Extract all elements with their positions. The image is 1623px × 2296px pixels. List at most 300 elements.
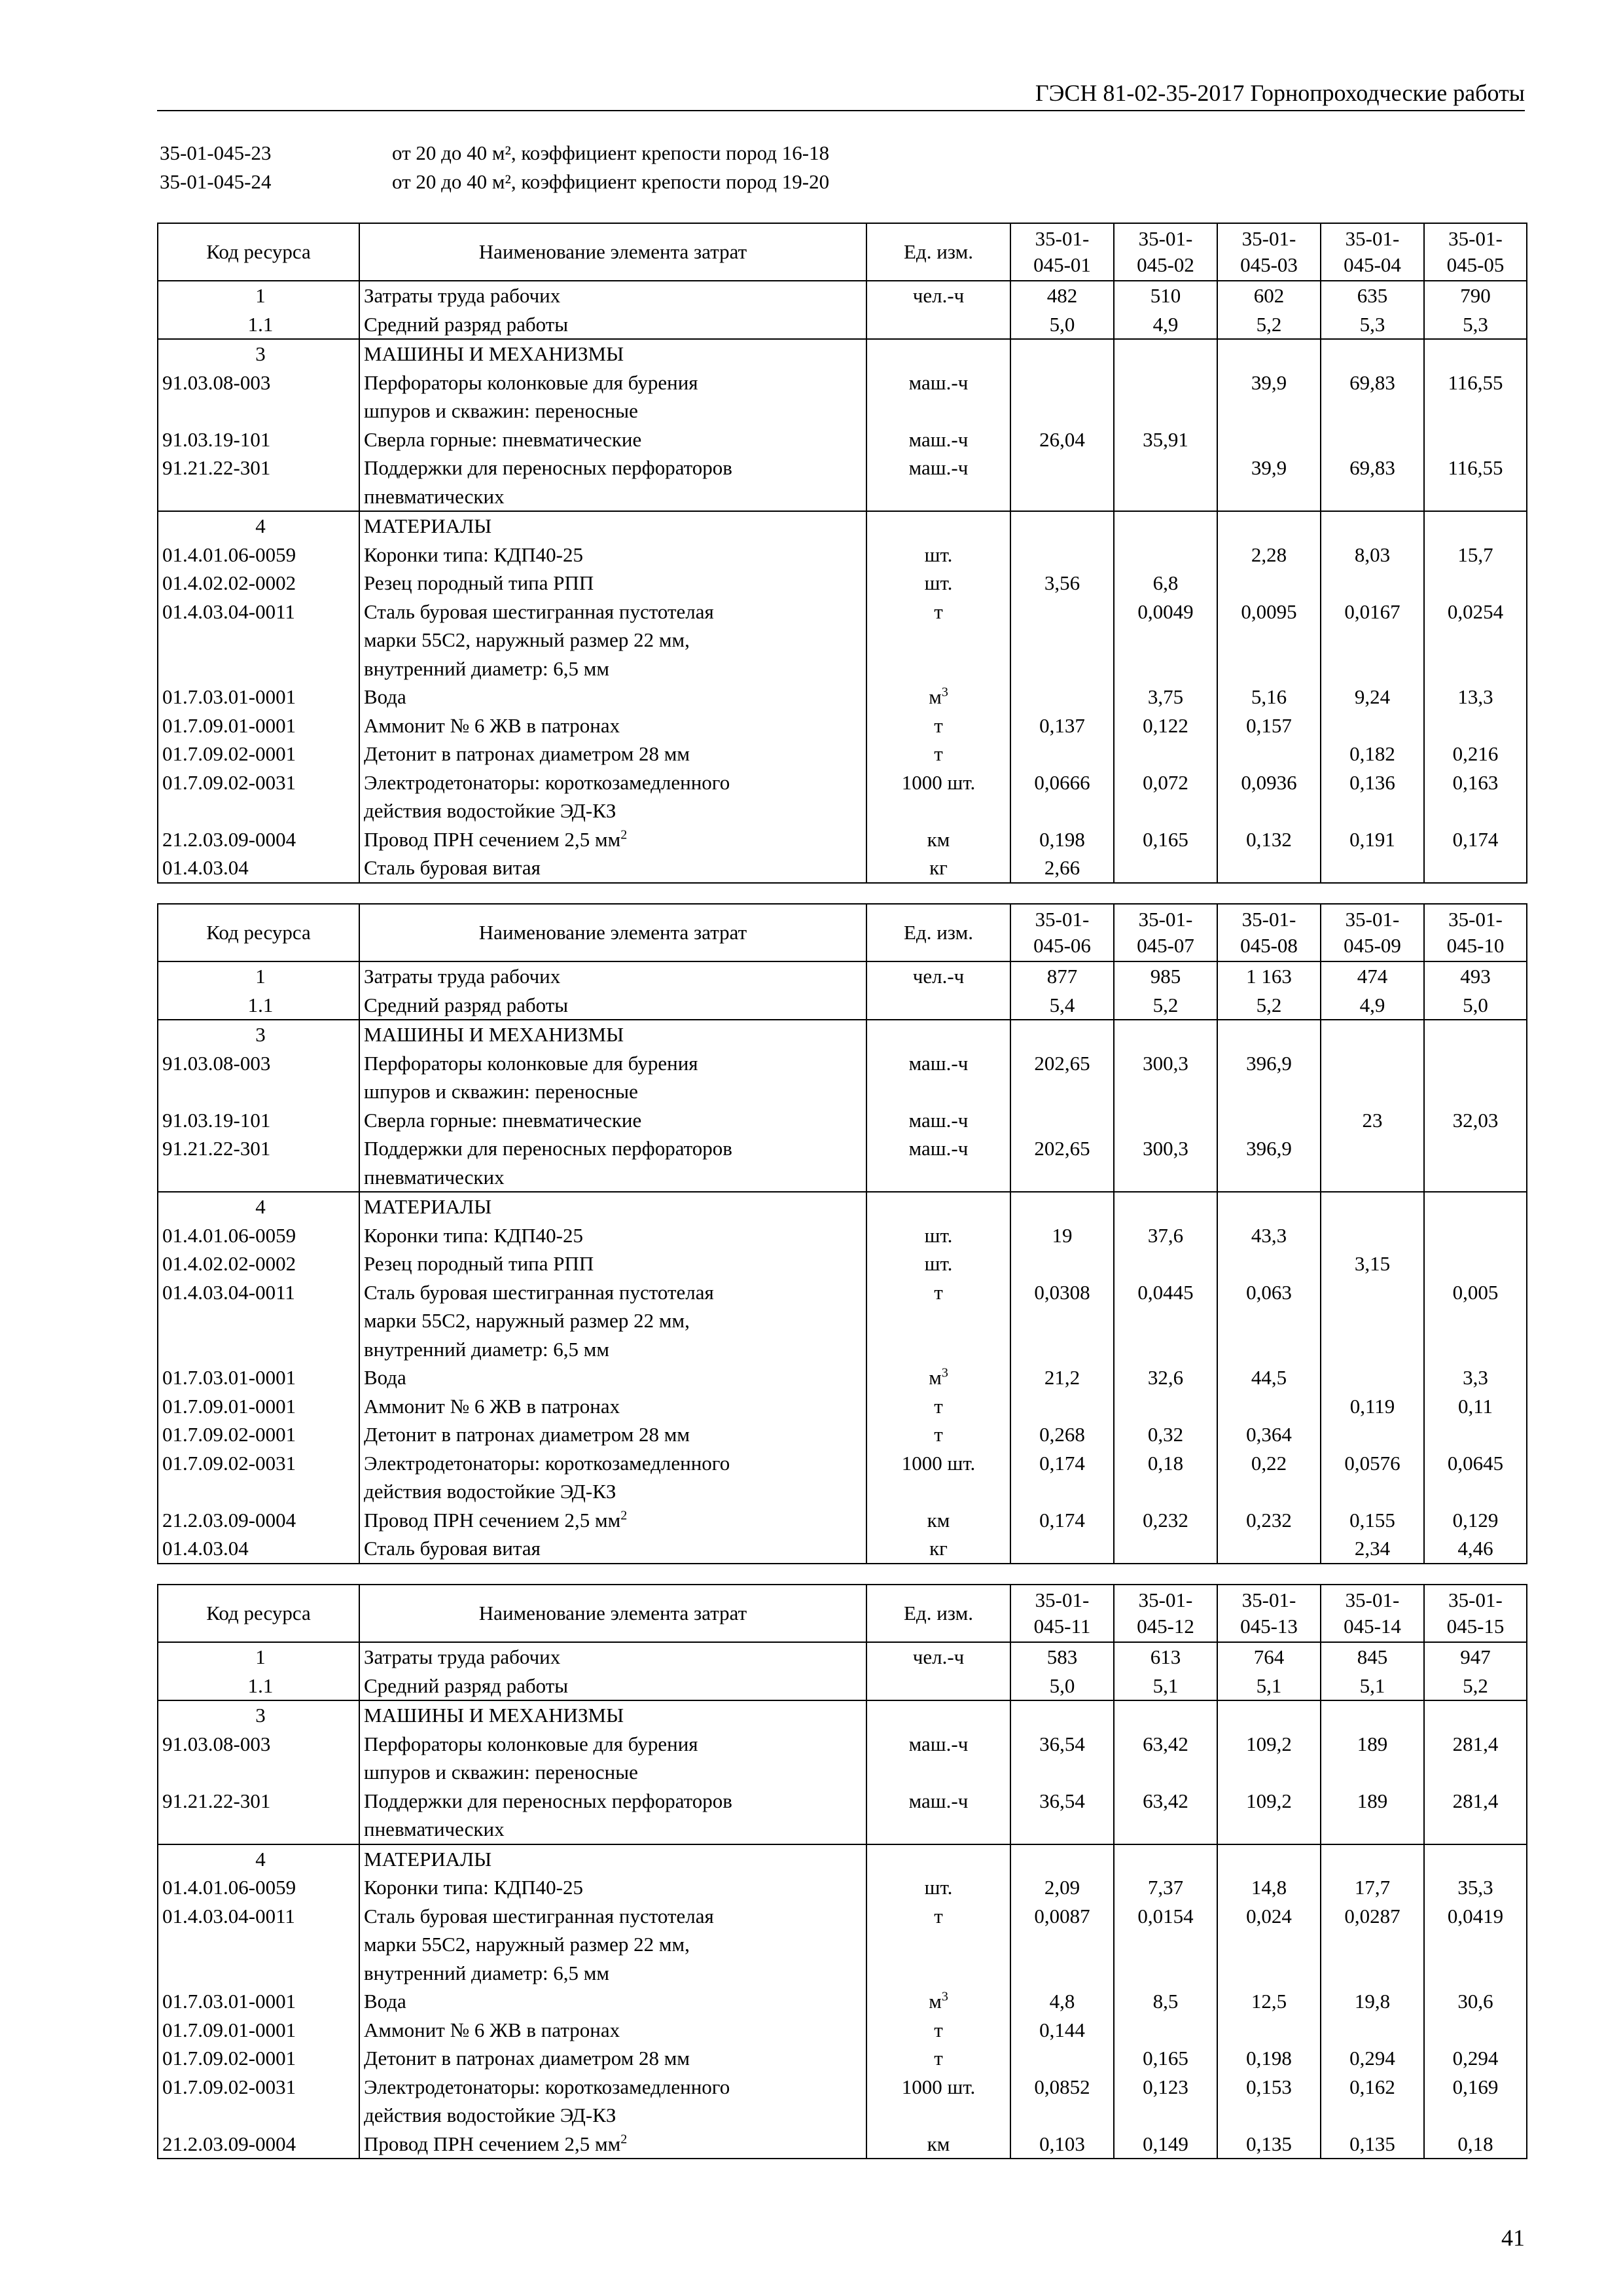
resource-value	[1010, 368, 1114, 425]
resource-value: 877	[1010, 961, 1114, 991]
table-row	[158, 768, 1527, 825]
resource-unit	[866, 339, 1010, 368]
resource-name: Затраты труда рабочих	[359, 281, 866, 310]
column-header-code: Код ресурса	[158, 223, 359, 281]
table-row	[158, 1134, 1527, 1192]
resource-value	[1217, 1249, 1321, 1278]
resource-code: 21.2.03.09-0004	[158, 1506, 359, 1535]
resource-unit: чел.-ч	[866, 1642, 1010, 1672]
resource-value: 15,7	[1424, 541, 1527, 569]
resource-value	[1321, 511, 1424, 541]
resource-unit: шт.	[866, 1873, 1010, 1902]
resource-unit	[866, 1672, 1010, 1701]
resource-value: 0,0645	[1424, 1449, 1527, 1506]
resource-value: 0,103	[1010, 2130, 1114, 2159]
resource-value: 0,294	[1424, 2044, 1527, 2073]
column-header-code: Код ресурса	[158, 1585, 359, 1642]
resource-unit: т	[866, 711, 1010, 740]
resource-code: 01.7.09.02-0001	[158, 740, 359, 768]
resource-code: 3	[158, 1020, 359, 1049]
resource-value: 0,0419	[1424, 1902, 1527, 1988]
table-row	[158, 1449, 1527, 1506]
resource-value: 947	[1424, 1642, 1527, 1672]
resource-value: 39,9	[1217, 454, 1321, 511]
resource-code: 01.4.01.06-0059	[158, 1221, 359, 1250]
resource-name: МАШИНЫ И МЕХАНИЗМЫ	[359, 1700, 866, 1730]
resource-code: 01.7.09.02-0031	[158, 768, 359, 825]
preamble-text: от 20 до 40 м², коэффициент крепости пород 16-18	[392, 141, 830, 164]
resource-value: 493	[1424, 961, 1527, 991]
resource-name: Поддержки для переносных перфораторов пневматических	[359, 1134, 866, 1192]
resource-value	[1114, 1020, 1217, 1049]
resource-unit: чел.-ч	[866, 281, 1010, 310]
resource-value: 5,16	[1217, 683, 1321, 711]
resource-name: Сталь буровая витая	[359, 1534, 866, 1564]
table-row	[158, 339, 1527, 368]
resource-name: Перфораторы колонковые для бурения шпуров и скважин: переносные	[359, 1730, 866, 1787]
resource-value	[1424, 1134, 1527, 1192]
resource-table-2	[157, 903, 1527, 1564]
resource-code: 01.4.03.04-0011	[158, 1278, 359, 1364]
resource-name: Электродетонаторы: короткозамедленного действия водостойкие ЭД-КЗ	[359, 2073, 866, 2130]
resource-value: 0,174	[1424, 825, 1527, 854]
resource-value: 0,174	[1010, 1449, 1114, 1506]
resource-value: 3,15	[1321, 1249, 1424, 1278]
resource-value	[1217, 1844, 1321, 1874]
resource-value: 281,4	[1424, 1730, 1527, 1787]
column-header-norm-code: 35-01- 045-04	[1321, 223, 1424, 281]
resource-value: 396,9	[1217, 1049, 1321, 1106]
resource-value	[1010, 1534, 1114, 1564]
resource-value: 9,24	[1321, 683, 1424, 711]
table-row	[158, 281, 1527, 310]
resource-value: 37,6	[1114, 1221, 1217, 1250]
resource-code: 01.4.03.04	[158, 853, 359, 883]
resource-unit: $м^3$	[866, 1363, 1010, 1392]
resource-value: 0,0087	[1010, 1902, 1114, 1988]
resource-code: 01.7.09.02-0031	[158, 2073, 359, 2130]
resource-name: Электродетонаторы: короткозамедленного действия водостойкие ЭД-КЗ	[359, 768, 866, 825]
resource-unit: $м^3$	[866, 683, 1010, 711]
resource-value	[1114, 2016, 1217, 2045]
resource-value	[1010, 1844, 1114, 1874]
resource-value	[1424, 1700, 1527, 1730]
resource-value: 7,37	[1114, 1873, 1217, 1902]
resource-value: 0,191	[1321, 825, 1424, 854]
resource-unit: т	[866, 1420, 1010, 1449]
resource-name: МАТЕРИАЛЫ	[359, 1844, 866, 1874]
table-row	[158, 310, 1527, 340]
resource-unit: т	[866, 1392, 1010, 1421]
resource-value	[1321, 1844, 1424, 1874]
resource-code: 91.03.19-101	[158, 1106, 359, 1135]
table-row	[158, 2044, 1527, 2073]
resource-unit: т	[866, 2016, 1010, 2045]
resource-value: 6,8	[1114, 569, 1217, 598]
resource-unit: т	[866, 1278, 1010, 1364]
table-row	[158, 1020, 1527, 1049]
column-header-norm-code: 35-01- 045-14	[1321, 1585, 1424, 1642]
table-row	[158, 825, 1527, 854]
resource-unit	[866, 1192, 1010, 1221]
resource-code: 3	[158, 339, 359, 368]
resource-value	[1321, 569, 1424, 598]
resource-value	[1321, 1420, 1424, 1449]
resource-value: 5,1	[1114, 1672, 1217, 1701]
resource-value	[1114, 1844, 1217, 1874]
resource-unit: т	[866, 740, 1010, 768]
resource-value	[1424, 425, 1527, 454]
preamble-code: 35-01-045-23	[160, 141, 272, 164]
table-row	[158, 368, 1527, 425]
resource-value: 0,163	[1424, 768, 1527, 825]
resource-unit: т	[866, 598, 1010, 683]
resource-code: 01.7.09.02-0001	[158, 2044, 359, 2073]
resource-code: 01.7.03.01-0001	[158, 683, 359, 711]
resource-value: 0,123	[1114, 2073, 1217, 2130]
resource-value	[1010, 541, 1114, 569]
resource-value: 790	[1424, 281, 1527, 310]
resource-value	[1217, 511, 1321, 541]
resource-value: 583	[1010, 1642, 1114, 1672]
resource-unit: км	[866, 825, 1010, 854]
resource-code: 01.7.09.01-0001	[158, 711, 359, 740]
resource-value	[1321, 1278, 1424, 1364]
resource-name: Вода	[359, 683, 866, 711]
resource-value: 764	[1217, 1642, 1321, 1672]
resource-value: 0,063	[1217, 1278, 1321, 1364]
table-header-row	[158, 904, 1527, 961]
resource-unit: шт.	[866, 541, 1010, 569]
resource-name: Электродетонаторы: короткозамедленного действия водостойкие ЭД-КЗ	[359, 1449, 866, 1506]
resource-value: 30,6	[1424, 1987, 1527, 2016]
resource-value	[1424, 1020, 1527, 1049]
resource-name: Поддержки для переносных перфораторов пневматических	[359, 454, 866, 511]
resource-value: 0,0936	[1217, 768, 1321, 825]
resource-value	[1217, 569, 1321, 598]
resource-value: 845	[1321, 1642, 1424, 1672]
resource-name: Сталь буровая витая	[359, 853, 866, 883]
resource-value: 0,268	[1010, 1420, 1114, 1449]
table-row	[158, 740, 1527, 768]
table-row	[158, 1873, 1527, 1902]
resource-value: 5,3	[1424, 310, 1527, 340]
resource-value: 32,03	[1424, 1106, 1527, 1135]
resource-value: 5,4	[1010, 991, 1114, 1020]
resource-name: Поддержки для переносных перфораторов пневматических	[359, 1787, 866, 1844]
resource-code: 01.7.03.01-0001	[158, 1363, 359, 1392]
preamble-code: 35-01-045-24	[160, 170, 272, 193]
resource-value: 189	[1321, 1730, 1424, 1787]
resource-value: 8,03	[1321, 541, 1424, 569]
column-header-unit: Ед. изм.	[866, 1585, 1010, 1642]
column-header-name: Наименование элемента затрат	[359, 1585, 866, 1642]
resource-value	[1321, 1049, 1424, 1106]
column-header-norm-code: 35-01- 045-05	[1424, 223, 1527, 281]
resource-name: Коронки типа: КДП40-25	[359, 1221, 866, 1250]
resource-value: 0,165	[1114, 825, 1217, 854]
resource-value: 0,198	[1217, 2044, 1321, 2073]
resource-name: Провод ПРН сечением 2,5 $мм^2$	[359, 825, 866, 854]
resource-value	[1321, 339, 1424, 368]
column-header-norm-code: 35-01- 045-12	[1114, 1585, 1217, 1642]
resource-value: 2,66	[1010, 853, 1114, 883]
column-header-norm-code: 35-01- 045-09	[1321, 904, 1424, 961]
resource-value: 0,364	[1217, 1420, 1321, 1449]
resource-value: 202,65	[1010, 1134, 1114, 1192]
resource-value: 0,165	[1114, 2044, 1217, 2073]
table-header-row	[158, 223, 1527, 281]
resource-unit: маш.-ч	[866, 1787, 1010, 1844]
resource-value	[1114, 454, 1217, 511]
preamble-list	[160, 139, 829, 196]
table-row	[158, 1249, 1527, 1278]
resource-value	[1010, 1020, 1114, 1049]
resource-value: 0,0049	[1114, 598, 1217, 683]
resource-value: 510	[1114, 281, 1217, 310]
resource-value: 2,28	[1217, 541, 1321, 569]
resource-code: 21.2.03.09-0004	[158, 2130, 359, 2159]
table-row	[158, 853, 1527, 883]
resource-value: 0,144	[1010, 2016, 1114, 2045]
resource-value: 5,1	[1321, 1672, 1424, 1701]
resource-unit: чел.-ч	[866, 961, 1010, 991]
resource-name: Аммонит № 6 ЖВ в патронах	[359, 711, 866, 740]
resource-name: МАШИНЫ И МЕХАНИЗМЫ	[359, 1020, 866, 1049]
resource-value	[1217, 853, 1321, 883]
column-header-norm-code: 35-01- 045-07	[1114, 904, 1217, 961]
page-header	[157, 77, 1525, 111]
resource-code: 1.1	[158, 1672, 359, 1701]
resource-code: 01.7.09.01-0001	[158, 1392, 359, 1421]
resource-code: 91.21.22-301	[158, 454, 359, 511]
resource-value: 985	[1114, 961, 1217, 991]
resource-unit: маш.-ч	[866, 368, 1010, 425]
resource-value: 63,42	[1114, 1730, 1217, 1787]
resource-name: Сталь буровая шестигранная пустотелая марки 55С2, наружный размер 22 мм, внутренний диаметр: 6,5 мм	[359, 1278, 866, 1364]
resource-value	[1424, 1049, 1527, 1106]
resource-code: 91.21.22-301	[158, 1134, 359, 1192]
resource-value: 39,9	[1217, 368, 1321, 425]
column-header-norm-code: 35-01- 045-15	[1424, 1585, 1527, 1642]
resource-unit	[866, 511, 1010, 541]
table-row	[158, 1700, 1527, 1730]
resource-value: 5,3	[1321, 310, 1424, 340]
resource-value	[1010, 2044, 1114, 2073]
resource-value: 0,0254	[1424, 598, 1527, 683]
resource-value: 26,04	[1010, 425, 1114, 454]
resource-value	[1114, 541, 1217, 569]
resource-value: 300,3	[1114, 1049, 1217, 1106]
resource-name: Провод ПРН сечением 2,5 $мм^2$	[359, 1506, 866, 1535]
resource-value	[1010, 740, 1114, 768]
resource-value: 602	[1217, 281, 1321, 310]
resource-value: 5,2	[1114, 991, 1217, 1020]
resource-value: 0,0576	[1321, 1449, 1424, 1506]
resource-value: 19	[1010, 1221, 1114, 1250]
resource-name: Детонит в патронах диаметром 28 мм	[359, 740, 866, 768]
resource-code: 91.21.22-301	[158, 1787, 359, 1844]
resource-value: 69,83	[1321, 368, 1424, 425]
resource-value: 0,216	[1424, 740, 1527, 768]
table-row	[158, 683, 1527, 711]
resource-code: 91.03.08-003	[158, 1049, 359, 1106]
resource-value: 0,232	[1114, 1506, 1217, 1535]
resource-value: 2,34	[1321, 1534, 1424, 1564]
resource-value	[1424, 711, 1527, 740]
resource-value: 5,2	[1424, 1672, 1527, 1701]
table-row	[158, 711, 1527, 740]
resource-value: 116,55	[1424, 368, 1527, 425]
column-header-norm-code: 35-01- 045-13	[1217, 1585, 1321, 1642]
resource-value: 13,3	[1424, 683, 1527, 711]
document-title: ГЭСН 81-02-35-2017 Горнопроходческие работы	[1035, 80, 1525, 106]
resource-value	[1114, 740, 1217, 768]
table-header-row	[158, 1585, 1527, 1642]
resource-value: 0,0095	[1217, 598, 1321, 683]
table-row	[158, 569, 1527, 598]
resource-value: 19,8	[1321, 1987, 1424, 2016]
resource-value	[1321, 425, 1424, 454]
column-header-name: Наименование элемента затрат	[359, 223, 866, 281]
resource-value: 0,22	[1217, 1449, 1321, 1506]
resource-name: МАТЕРИАЛЫ	[359, 511, 866, 541]
resource-code: 4	[158, 1844, 359, 1874]
column-header-norm-code: 35-01- 045-08	[1217, 904, 1321, 961]
table-row	[158, 598, 1527, 683]
resource-value: 0,132	[1217, 825, 1321, 854]
resource-code: 01.4.01.06-0059	[158, 1873, 359, 1902]
resource-table-1	[157, 223, 1527, 884]
resource-unit: маш.-ч	[866, 425, 1010, 454]
resource-value: 4,8	[1010, 1987, 1114, 2016]
resource-unit: т	[866, 2044, 1010, 2073]
resource-value	[1321, 853, 1424, 883]
resource-value: 14,8	[1217, 1873, 1321, 1902]
resource-value: 0,232	[1217, 1506, 1321, 1535]
resource-value	[1424, 2016, 1527, 2045]
table-row	[158, 1787, 1527, 1844]
resource-value	[1010, 598, 1114, 683]
resource-value: 0,153	[1217, 2073, 1321, 2130]
resource-value	[1114, 1700, 1217, 1730]
resource-value	[1217, 2016, 1321, 2045]
resource-code: 3	[158, 1700, 359, 1730]
resource-value	[1010, 454, 1114, 511]
resource-name: МАТЕРИАЛЫ	[359, 1192, 866, 1221]
resource-value: 43,3	[1217, 1221, 1321, 1250]
resource-code: 4	[158, 511, 359, 541]
resource-value	[1010, 339, 1114, 368]
resource-code: 01.4.01.06-0059	[158, 541, 359, 569]
resource-value	[1321, 1134, 1424, 1192]
resource-value: 5,1	[1217, 1672, 1321, 1701]
resource-value: 23	[1321, 1106, 1424, 1135]
resource-unit	[866, 1700, 1010, 1730]
resource-value	[1424, 1221, 1527, 1250]
resource-name: Сверла горные: пневматические	[359, 1106, 866, 1135]
resource-name: Средний разряд работы	[359, 991, 866, 1020]
resource-value: 474	[1321, 961, 1424, 991]
resource-unit: маш.-ч	[866, 1134, 1010, 1192]
resource-value: 69,83	[1321, 454, 1424, 511]
resource-value: 0,136	[1321, 768, 1424, 825]
resource-value: 4,9	[1321, 991, 1424, 1020]
resource-value: 1 163	[1217, 961, 1321, 991]
resource-value	[1424, 1192, 1527, 1221]
resource-code: 91.03.19-101	[158, 425, 359, 454]
resource-name: Перфораторы колонковые для бурения шпуров и скважин: переносные	[359, 1049, 866, 1106]
table-row	[158, 1363, 1527, 1392]
resource-code: 1	[158, 1642, 359, 1672]
resource-code: 1	[158, 281, 359, 310]
resource-name: Детонит в патронах диаметром 28 мм	[359, 1420, 866, 1449]
table-row	[158, 1534, 1527, 1564]
resource-value	[1321, 711, 1424, 740]
resource-value: 3,3	[1424, 1363, 1527, 1392]
resource-code: 01.7.09.02-0031	[158, 1449, 359, 1506]
table-row	[158, 2073, 1527, 2130]
resource-code: 01.4.03.04-0011	[158, 1902, 359, 1988]
resource-value: 0,119	[1321, 1392, 1424, 1421]
resource-value: 0,024	[1217, 1902, 1321, 1988]
resource-value: 0,11	[1424, 1392, 1527, 1421]
resource-code: 1	[158, 961, 359, 991]
table-row	[158, 425, 1527, 454]
resource-value	[1424, 1844, 1527, 1874]
resource-unit: т	[866, 1902, 1010, 1988]
resource-value: 2,09	[1010, 1873, 1114, 1902]
resource-unit: маш.-ч	[866, 1049, 1010, 1106]
resource-value	[1321, 1192, 1424, 1221]
resource-value: 0,0666	[1010, 768, 1114, 825]
resource-value: 0,32	[1114, 1420, 1217, 1449]
resource-value: 0,149	[1114, 2130, 1217, 2159]
resource-value	[1114, 1392, 1217, 1421]
resource-code: 91.03.08-003	[158, 368, 359, 425]
resource-value: 0,182	[1321, 740, 1424, 768]
resource-value	[1217, 740, 1321, 768]
resource-value	[1010, 683, 1114, 711]
resource-unit: 1000 шт.	[866, 1449, 1010, 1506]
resource-value	[1217, 1700, 1321, 1730]
table-row	[158, 1392, 1527, 1421]
resource-value	[1217, 1020, 1321, 1049]
preamble-text: от 20 до 40 м², коэффициент крепости пород 19-20	[392, 170, 830, 193]
resource-code: 01.4.02.02-0002	[158, 1249, 359, 1278]
resource-value	[1217, 1192, 1321, 1221]
resource-code: 91.03.08-003	[158, 1730, 359, 1787]
resource-value	[1114, 368, 1217, 425]
resource-unit: шт.	[866, 1221, 1010, 1250]
resource-name: Перфораторы колонковые для бурения шпуров и скважин: переносные	[359, 368, 866, 425]
table-row	[158, 1221, 1527, 1250]
resource-value: 36,54	[1010, 1730, 1114, 1787]
resource-unit: кг	[866, 1534, 1010, 1564]
resource-value: 17,7	[1321, 1873, 1424, 1902]
resource-name: Резец породный типа РПП	[359, 1249, 866, 1278]
resource-code: 1.1	[158, 991, 359, 1020]
resource-value: 0,155	[1321, 1506, 1424, 1535]
resource-value: 0,135	[1321, 2130, 1424, 2159]
table-row	[158, 1506, 1527, 1535]
resource-unit: маш.-ч	[866, 1106, 1010, 1135]
table-row	[158, 1730, 1527, 1787]
resource-value	[1424, 1249, 1527, 1278]
resource-value	[1321, 1020, 1424, 1049]
resource-value	[1321, 1363, 1424, 1392]
resource-value: 202,65	[1010, 1049, 1114, 1106]
